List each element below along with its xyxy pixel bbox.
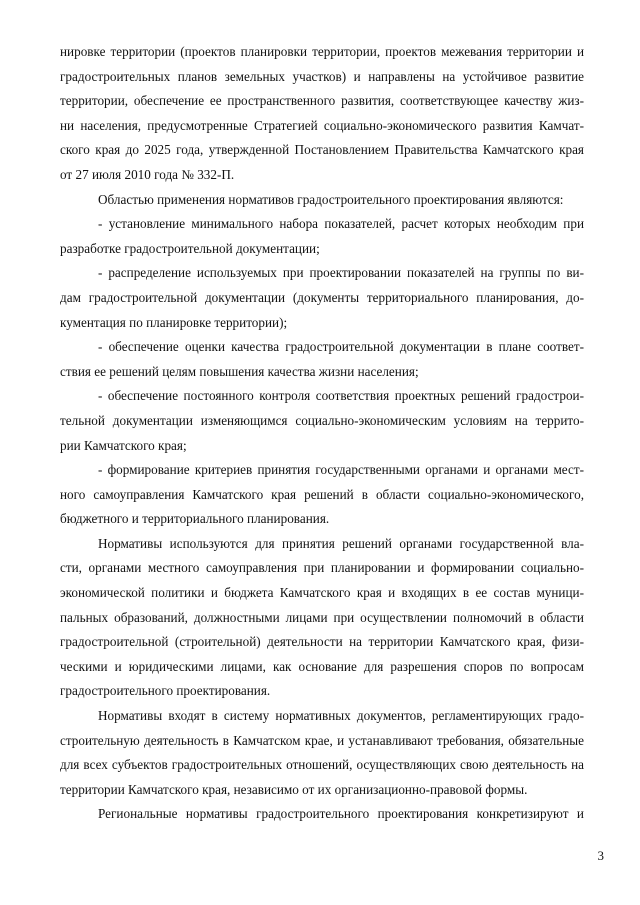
text-line: - распределение используемых при проектировании показателей на группы по ви- [98, 265, 584, 281]
paragraph [60, 458, 584, 532]
text-line: нировке территории (проектов планировки территории, проектов межевания территории и [60, 44, 584, 59]
paragraph [60, 384, 584, 458]
paragraph [60, 40, 584, 188]
text-line: территории Камчатского края, независимо от их организационно-правовой формы. [60, 781, 528, 797]
paragraph [60, 188, 584, 213]
text-line: Нормативы используются для принятия решений органами государственной вла- [98, 535, 584, 551]
paragraph [60, 212, 584, 261]
text-line: - обеспечение постоянного контроля соответствия проектных решений градострои- [98, 388, 584, 404]
text-line: Региональные нормативы градостроительного проектирования конкретизируют и [98, 806, 584, 822]
text-line: - установление минимального набора показателей, расчет которых необходим при [98, 216, 584, 232]
text-line: экономической политики и бюджета Камчатского края и входящих в ее состав муници- [60, 585, 584, 601]
text-line: рии Камчатского края; [60, 437, 187, 453]
text-line: тельной документации изменяющимся социально-экономическим условиям на террито- [60, 412, 584, 428]
text-line: дам градостроительной документации (документы территориального планирования, до- [60, 289, 584, 305]
paragraph [60, 704, 584, 802]
page-number: 3 [597, 848, 604, 863]
text-line: кументация по планировке территории); [60, 314, 288, 330]
text-line: Областью применения нормативов градостроительного проектирования являются: [98, 191, 564, 207]
text-line: пальных образований, должностными лицами при осуществлении полномочий в области [60, 609, 584, 625]
text-line: ческими и юридическими лицами, как основание для разрешения споров по вопросам [60, 658, 584, 674]
text-line: градостроительной (строительной) деятельности на территории Камчатского края, физи- [60, 634, 584, 650]
text-line: для всех субъектов градостроительных отношений, осуществляющих свою деятельность на [60, 757, 584, 773]
text-line: от 27 июля 2010 года № 332-П. [60, 166, 235, 182]
paragraph [60, 802, 584, 827]
text-line: территории, обеспечение ее пространственного развития, соответствующее качеству жиз- [60, 93, 584, 109]
text-line: бюджетного и территориального планирования. [60, 511, 330, 527]
text-line: - формирование критериев принятия государственными органами и органами мест- [98, 462, 584, 478]
text-line: градостроительного проектирования. [60, 683, 271, 699]
text-line: строительную деятельность в Камчатском крае, и устанавливают требования, обязательные [60, 732, 584, 748]
text-line: разработке градостроительной документации; [60, 240, 320, 256]
text-line: ного самоуправления Камчатского края решений в области социально-экономического, [60, 486, 584, 502]
body-text [60, 40, 584, 827]
paragraph [60, 532, 584, 704]
text-line: градостроительных планов земельных участков) и направлены на устойчивое развитие [60, 68, 584, 84]
text-line: сти, органами местного самоуправления при планировании и формировании социально- [60, 560, 584, 576]
paragraph [60, 261, 584, 335]
paragraph [60, 335, 584, 384]
text-line: - обеспечение оценки качества градостроительной документации в плане соответ- [98, 339, 584, 355]
text-line: ского края до 2025 года, утвержденной Постановлением Правительства Камчатского края [60, 142, 584, 158]
text-line: ни населения, предусмотренные Стратегией социально-экономического развития Камчат- [60, 117, 584, 133]
text-line: Нормативы входят в систему нормативных документов, регламентирующих градо- [98, 708, 584, 724]
text-line: ствия ее решений целям повышения качества жизни населения; [60, 363, 419, 379]
